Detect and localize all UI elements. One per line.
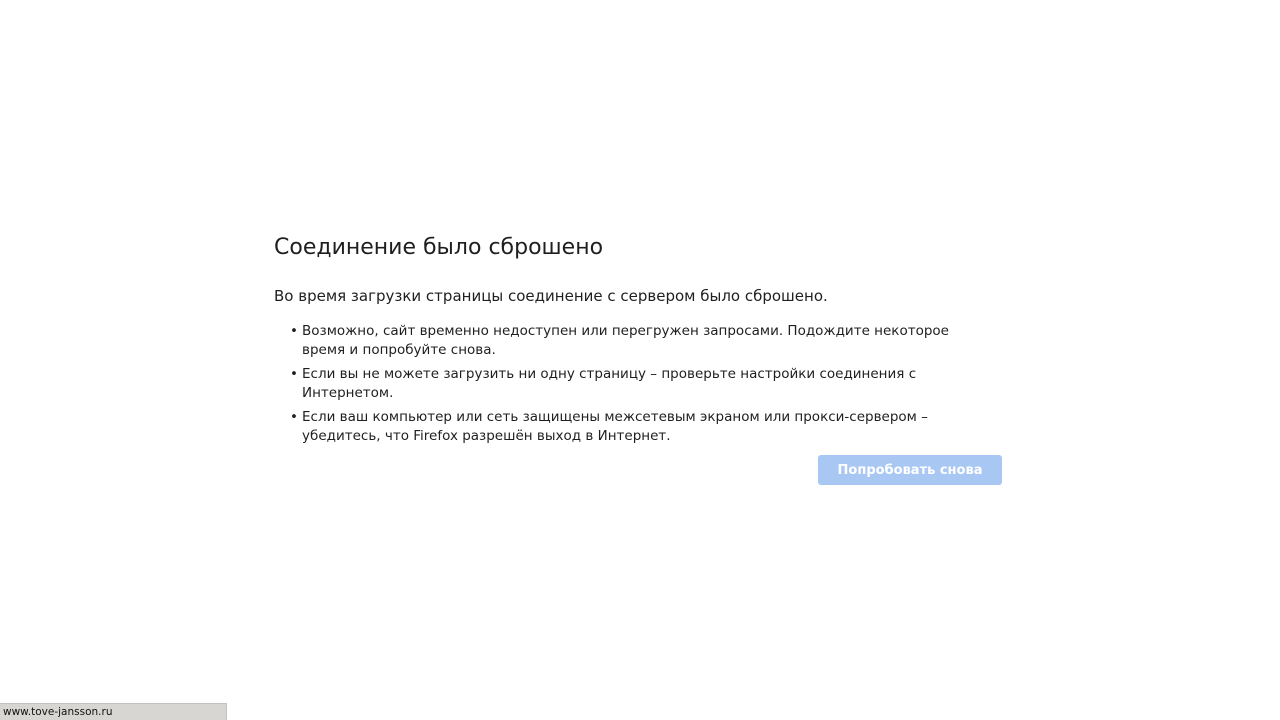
error-description: Во время загрузки страницы соединение с сервером было сброшено.	[274, 287, 828, 305]
bullet-icon: •	[290, 323, 298, 339]
list-item	[290, 322, 982, 359]
status-bar	[0, 703, 227, 720]
list-item	[290, 408, 982, 445]
suggestion-text: Если ваш компьютер или сеть защищены межсетевым экраном или прокси-сервером – убедитесь, что Firefox разрешён выход в Интернет.	[302, 409, 928, 444]
error-suggestions-list	[274, 322, 1002, 445]
bullet-icon: •	[290, 409, 298, 425]
list-item	[290, 365, 982, 402]
status-bar-url: www.tove-jansson.ru	[3, 706, 113, 718]
suggestion-text: Если вы не можете загрузить ни одну страницу – проверьте настройки соединения с Интернетом.	[302, 366, 917, 401]
try-again-button[interactable]: Попробовать снова	[818, 455, 1002, 485]
bullet-icon: •	[290, 366, 298, 382]
error-title: Соединение было сброшено	[274, 235, 604, 260]
suggestion-text: Возможно, сайт временно недоступен или перегружен запросами. Подождите некоторое время и попробуйте снова.	[302, 323, 949, 358]
button-row	[818, 455, 1002, 485]
error-container	[274, 232, 1002, 451]
